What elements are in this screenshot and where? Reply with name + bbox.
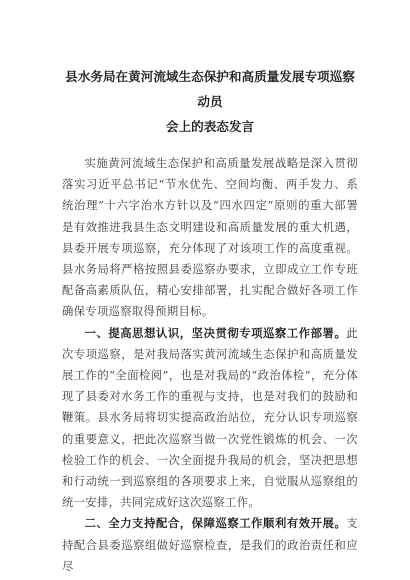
section-2-body: 支持配合县委巡察组做好巡察检查，是我们的政治责任和应尽 [62, 517, 358, 573]
section-1-heading: 一、提高思想认识，坚决贯彻专项巡察工作部署。 [84, 326, 347, 340]
title-line-2: 会上的表态发言 [165, 119, 255, 134]
intro-paragraph: 实施黄河流域生态保护和高质量发展战略是深入贯彻落实习近平总书记“节水优先、空间均衡、两手发力、系统治理”十六字治水方针以及“四水四定”原则的重大部署是有效推进我县生态文明建设和高质量发展的重大机遇，县委开展专项巡察，充分体现了对该项工作的高度重视。县水务局将严格按照县委巡察办要求，立即成立工作专班配备高素质队伍，精心安排部署，扎实配合做好各项工作确保专项巡察取得预期目标。 [62, 157, 358, 319]
section-1-body: 此次专项巡察，是对我局落实黄河流域生态保护和高质量发展工作的“全面检阅”，也是对我局的“政治体检”，充分体现了县委对水务工作的重视与支持，也是对我们的鼓励和鞭策。县水务局将切实提高政治站位，充分认识专项巡察的重要意义，把此次巡察当做一次党性锻炼的机会、一次检验工作的机会、一次全面提升我局的机会，坚决把思想和行动统一到巡察组的各项要求上来，自觉服从巡察组的统一安排，共同完成好这次巡察工作。 [62, 326, 358, 510]
section-2-paragraph [62, 513, 358, 577]
section-1-paragraph [62, 323, 358, 514]
section-2-heading: 二、全力支持配合，保障巡察工作顺利有效开展。 [84, 517, 347, 531]
document-title [62, 64, 358, 139]
title-line-1: 县水务局在黄河流域生态保护和高质量发展专项巡察动员 [65, 69, 355, 109]
